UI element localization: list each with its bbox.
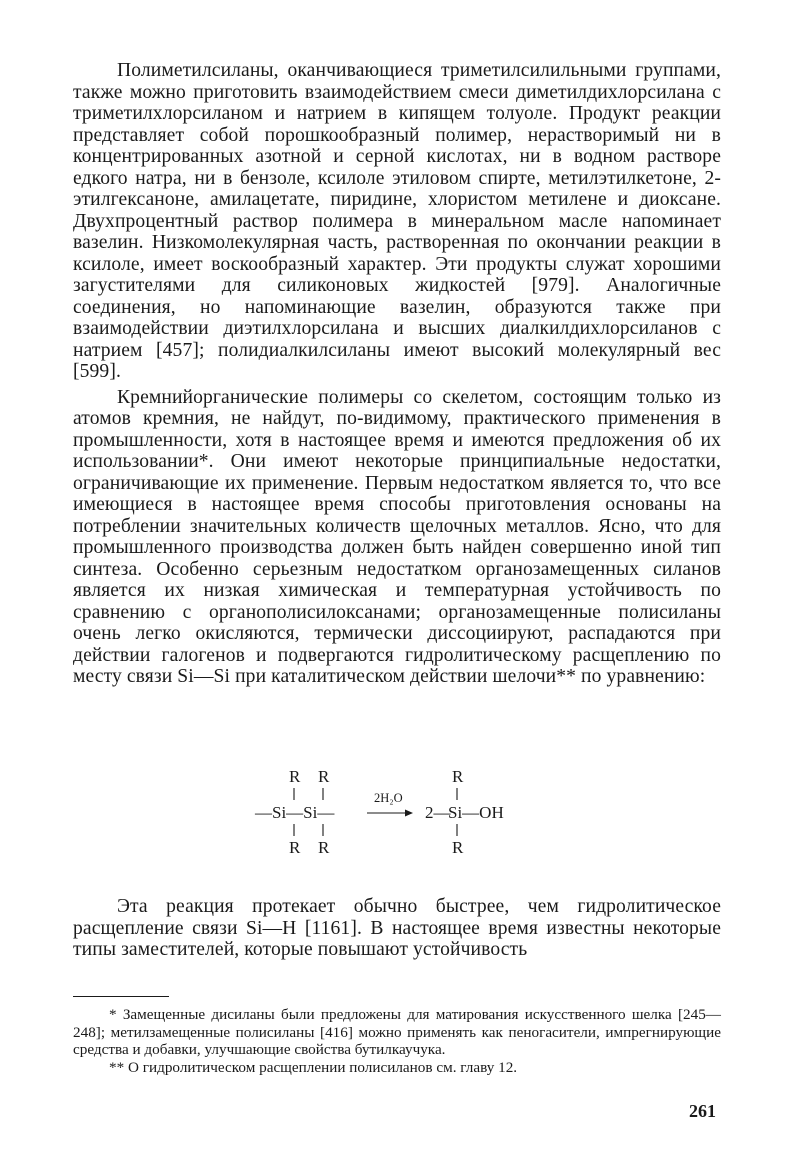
paragraph-reaction-rate: Эта реакция протекает обычно быстрее, чем гидролитическое расщепление связи Si—H [1161]. В настоящее время известны некоторые типы заместителей, которые повышают устойчивость <box>73 896 721 960</box>
page-number: 261 <box>689 1101 716 1121</box>
disilane-chain: —Si—Si— <box>255 803 335 822</box>
arrow-head <box>405 810 413 817</box>
footnote-divider <box>73 996 169 997</box>
main-text <box>73 60 721 688</box>
substituent-r: R <box>452 767 464 786</box>
substituent-r: R <box>289 767 301 786</box>
footnote-1: * Замещенные дисиланы были предложены для матирования искусственного шелка [245—248]; метилзамещенные полисиланы [416] можно применять как пеногасители, импрегнирующие средства и добавки, улучшающие свойства бутилкаучука. <box>73 1006 721 1059</box>
reagent-water: 2H₂O <box>374 791 403 805</box>
product-coefficient: 2— <box>425 803 451 822</box>
continuation-text <box>73 896 721 961</box>
hydrolysis-equation <box>245 766 545 862</box>
paragraph-polymethylsilanes: Полиметилсиланы, оканчивающиеся триметилсилильными группами, также можно приготовить взаимодействием смеси диметилдихлорсилана с триметилхлорсиланом и натрием в кипящем толуоле. Продукт реакции представляет собой порошкообразный полимер, нерастворимый ни в концентрированных азотной и серной кислотах, ни в водном растворе едкого натра, ни в бензоле, ксилоле этиловом спирте, метилэтилкетоне, 2-этилгексаноне, амилацетате, пиридине, хлористом метилене и диоксане. Двухпроцентный раствор полимера в минеральном масле напоминает вазелин. Низкомолекулярная часть, растворенная по окончании реакции в ксилоле, имеет воскообразный характер. Эти продукты служат хорошими загустителями для силиконовых жидкостей [979]. Аналогичные соединения, но напоминающие вазелин, образуются также при взаимодействии диэтилхлорсилана и высших диалкилдихлорсиланов с натрием [457]; полидиалкилсиланы имеют высокий молекулярный вес [599]. <box>73 60 721 382</box>
substituent-r: R <box>452 838 464 857</box>
substituent-r: R <box>289 838 301 857</box>
silanol-product: Si—OH <box>448 803 504 822</box>
substituent-r: R <box>318 767 330 786</box>
footnotes <box>73 1006 721 1076</box>
footnote-2: ** О гидролитическом расщеплении полисиланов см. главу 12. <box>109 1058 518 1076</box>
substituent-r: R <box>318 838 330 857</box>
paragraph-organosilicon-polymers: Кремнийорганические полимеры со скелетом, состоящим только из атомов кремния, не найдут, по-видимому, практического применения в промышленности, хотя в настоящее время и имеются предложения об их использовании*. Они имеют некоторые принципиальные недостатки, ограничивающие их применение. Первым недостатком является то, что все имеющиеся в настоящее время способы приготовления основаны на потреблении значительных количеств щелочных металлов. Ясно, что для промышленного производства должен быть найден совершенно иной тип синтеза. Особенно серьезным недостатком органозамещенных силанов является их низкая химическая и температурная устойчивость по сравнению с органополисилоксанами; органозамещенные полисиланы очень легко окисляются, термически диссоциируют, распадаются при действии галогенов и подвергаются гидролитическому расщеплению по месту связи Si—Si при каталитическом действии шелочи** по уравнению: <box>73 386 721 687</box>
